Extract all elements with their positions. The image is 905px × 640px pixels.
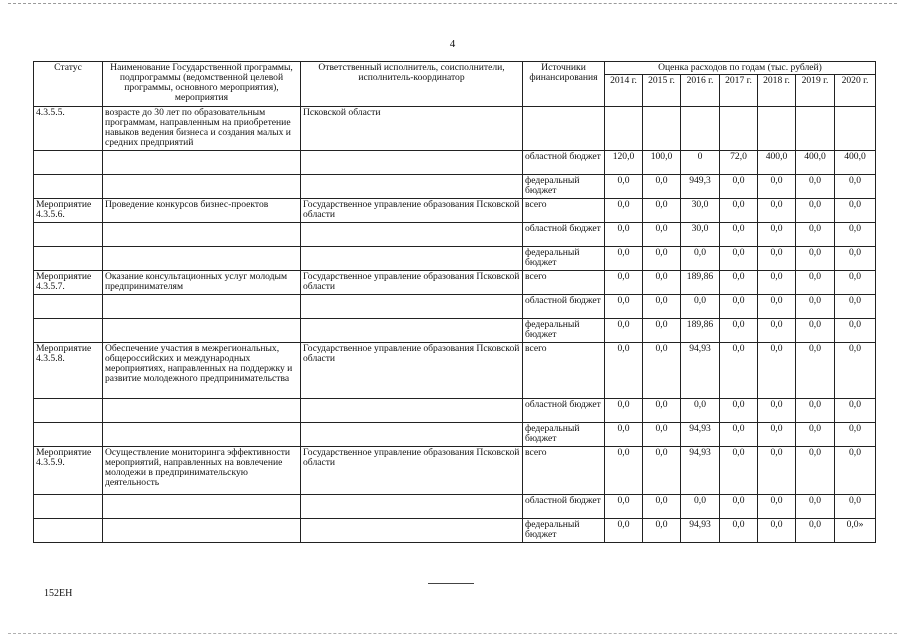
value-cell: 0,0 — [835, 199, 876, 223]
source-cell: областной бюджет — [523, 295, 605, 319]
value-cell: 0,0 — [796, 343, 835, 399]
value-cell: 100,0 — [643, 151, 681, 175]
value-cell: 0,0 — [720, 343, 758, 399]
status-cell: Мероприятие 4.3.5.7. — [34, 271, 103, 295]
source-cell: всего — [523, 447, 605, 495]
value-cell: 0,0 — [643, 399, 681, 423]
value-cell: 400,0 — [835, 151, 876, 175]
value-cell: 0,0 — [605, 495, 643, 519]
value-cell: 0,0 — [720, 199, 758, 223]
table-row — [34, 399, 876, 423]
value-cell: 0,0 — [835, 319, 876, 343]
value-cell — [720, 107, 758, 151]
responsible-cell — [301, 247, 523, 271]
name-cell — [103, 423, 301, 447]
value-cell: 0,0 — [720, 399, 758, 423]
header-status: Статус — [34, 62, 103, 107]
status-cell: Мероприятие 4.3.5.6. — [34, 199, 103, 223]
value-cell: 0,0 — [796, 399, 835, 423]
table-row — [34, 199, 876, 223]
page-number: 4 — [449, 38, 456, 50]
table-row — [34, 247, 876, 271]
value-cell: 0,0 — [835, 447, 876, 495]
value-cell: 0,0 — [758, 447, 796, 495]
responsible-cell — [301, 295, 523, 319]
status-cell — [34, 423, 103, 447]
value-cell: 0,0 — [796, 247, 835, 271]
value-cell: 0,0 — [643, 295, 681, 319]
responsible-cell — [301, 519, 523, 543]
value-cell: 0,0 — [720, 447, 758, 495]
page-bottom-border — [8, 633, 897, 634]
value-cell: 0,0 — [605, 519, 643, 543]
responsible-cell: Государственное управление образования Псковской области — [301, 271, 523, 295]
value-cell: 0,0 — [758, 519, 796, 543]
value-cell: 0,0 — [720, 319, 758, 343]
table-row — [34, 495, 876, 519]
source-cell: федеральный бюджет — [523, 247, 605, 271]
name-cell — [103, 495, 301, 519]
header-year: 2018 г. — [758, 75, 796, 107]
table-row — [34, 271, 876, 295]
table-row — [34, 319, 876, 343]
status-cell — [34, 519, 103, 543]
value-cell: 0,0 — [758, 175, 796, 199]
value-cell: 0,0 — [605, 223, 643, 247]
value-cell: 0,0 — [605, 175, 643, 199]
source-cell: всего — [523, 271, 605, 295]
source-cell: областной бюджет — [523, 495, 605, 519]
value-cell: 0,0 — [835, 271, 876, 295]
value-cell: 0,0 — [796, 447, 835, 495]
value-cell: 189,86 — [681, 271, 720, 295]
value-cell: 94,93 — [681, 519, 720, 543]
value-cell: 0,0 — [796, 295, 835, 319]
name-cell — [103, 151, 301, 175]
value-cell: 0,0 — [758, 423, 796, 447]
value-cell: 189,86 — [681, 319, 720, 343]
value-cell: 0,0 — [720, 247, 758, 271]
table-row — [34, 223, 876, 247]
responsible-cell — [301, 423, 523, 447]
value-cell: 0,0 — [605, 295, 643, 319]
value-cell: 0,0 — [643, 247, 681, 271]
value-cell: 94,93 — [681, 343, 720, 399]
value-cell: 0,0 — [720, 495, 758, 519]
value-cell: 0,0 — [681, 399, 720, 423]
responsible-cell — [301, 223, 523, 247]
header-year: 2020 г. — [835, 75, 876, 107]
value-cell: 0,0 — [796, 223, 835, 247]
source-cell — [523, 107, 605, 151]
value-cell: 72,0 — [720, 151, 758, 175]
value-cell: 0,0 — [720, 223, 758, 247]
value-cell: 400,0 — [758, 151, 796, 175]
value-cell: 120,0 — [605, 151, 643, 175]
header-year: 2014 г. — [605, 75, 643, 107]
table-row — [34, 343, 876, 399]
value-cell: 0,0 — [605, 247, 643, 271]
value-cell: 94,93 — [681, 423, 720, 447]
name-cell: Обеспечение участия в межрегиональных, общероссийских и международных мероприятиях, направленных на поддержку и развитие молодежного предпринимательства — [103, 343, 301, 399]
responsible-cell: Псковской области — [301, 107, 523, 151]
value-cell: 0,0 — [758, 199, 796, 223]
value-cell: 0,0 — [835, 295, 876, 319]
header-responsible: Ответственный исполнитель, соисполнители, исполнитель-координатор — [301, 62, 523, 107]
value-cell — [643, 107, 681, 151]
value-cell: 0,0 — [720, 271, 758, 295]
value-cell: 0,0 — [720, 295, 758, 319]
source-cell: федеральный бюджет — [523, 423, 605, 447]
value-cell: 0,0 — [605, 343, 643, 399]
status-cell: Мероприятие 4.3.5.8. — [34, 343, 103, 399]
status-cell — [34, 223, 103, 247]
value-cell: 0,0 — [758, 247, 796, 271]
header-sources: Источники финансирования — [523, 62, 605, 107]
footer-divider — [428, 583, 474, 584]
source-cell: всего — [523, 343, 605, 399]
value-cell: 0,0 — [758, 295, 796, 319]
responsible-cell — [301, 319, 523, 343]
value-cell: 0,0 — [835, 399, 876, 423]
value-cell: 0,0 — [643, 271, 681, 295]
value-cell: 0,0 — [835, 247, 876, 271]
value-cell: 0,0 — [643, 223, 681, 247]
table-row — [34, 107, 876, 151]
name-cell — [103, 519, 301, 543]
value-cell: 0,0 — [681, 247, 720, 271]
value-cell: 0,0 — [681, 495, 720, 519]
value-cell: 0,0 — [835, 495, 876, 519]
value-cell: 949,3 — [681, 175, 720, 199]
value-cell: 0,0 — [605, 319, 643, 343]
header-year: 2015 г. — [643, 75, 681, 107]
header-year: 2017 г. — [720, 75, 758, 107]
value-cell: 0,0 — [758, 343, 796, 399]
value-cell: 0,0 — [835, 343, 876, 399]
header-year: 2016 г. — [681, 75, 720, 107]
name-cell: Проведение конкурсов бизнес-проектов — [103, 199, 301, 223]
responsible-cell: Государственное управление образования Псковской области — [301, 447, 523, 495]
name-cell: возрасте до 30 лет по образовательным программам, направленным на приобретение навыков ведения бизнеса и создания малых и средних предприятий — [103, 107, 301, 151]
responsible-cell: Государственное управление образования Псковской области — [301, 343, 523, 399]
status-cell: Мероприятие 4.3.5.9. — [34, 447, 103, 495]
status-cell — [34, 399, 103, 423]
value-cell: 0,0 — [796, 175, 835, 199]
source-cell: федеральный бюджет — [523, 319, 605, 343]
value-cell: 0,0 — [758, 319, 796, 343]
value-cell: 94,93 — [681, 447, 720, 495]
status-cell — [34, 175, 103, 199]
responsible-cell — [301, 495, 523, 519]
source-cell: областной бюджет — [523, 223, 605, 247]
page-top-border — [8, 3, 897, 4]
value-cell: 0,0 — [605, 399, 643, 423]
responsible-cell — [301, 175, 523, 199]
source-cell: федеральный бюджет — [523, 175, 605, 199]
value-cell: 0,0 — [796, 199, 835, 223]
header-name: Наименование Государственной программы, подпрограммы (ведомственной целевой программы, основного мероприятия), мероприятия — [103, 62, 301, 107]
name-cell — [103, 223, 301, 247]
source-cell: всего — [523, 199, 605, 223]
table-row — [34, 423, 876, 447]
value-cell: 0,0 — [835, 175, 876, 199]
value-cell: 0,0 — [643, 199, 681, 223]
name-cell — [103, 295, 301, 319]
value-cell: 30,0 — [681, 223, 720, 247]
value-cell: 0,0 — [720, 519, 758, 543]
table-row — [34, 519, 876, 543]
value-cell: 0,0 — [681, 295, 720, 319]
value-cell — [796, 107, 835, 151]
value-cell: 0,0 — [758, 399, 796, 423]
value-cell: 0,0 — [758, 223, 796, 247]
responsible-cell — [301, 151, 523, 175]
value-cell: 0,0 — [605, 423, 643, 447]
value-cell: 0,0» — [835, 519, 876, 543]
value-cell: 0,0 — [758, 495, 796, 519]
name-cell — [103, 399, 301, 423]
value-cell: 0,0 — [605, 447, 643, 495]
status-cell — [34, 319, 103, 343]
value-cell: 0,0 — [643, 519, 681, 543]
value-cell: 0,0 — [796, 495, 835, 519]
value-cell: 30,0 — [681, 199, 720, 223]
value-cell: 0,0 — [835, 423, 876, 447]
table-row — [34, 447, 876, 495]
value-cell — [605, 107, 643, 151]
source-cell: федеральный бюджет — [523, 519, 605, 543]
name-cell: Оказание консультационных услуг молодым предпринимателям — [103, 271, 301, 295]
value-cell — [758, 107, 796, 151]
value-cell: 0,0 — [796, 423, 835, 447]
value-cell — [835, 107, 876, 151]
value-cell: 0,0 — [643, 343, 681, 399]
table-row — [34, 151, 876, 175]
table-row — [34, 295, 876, 319]
table-body — [34, 107, 876, 543]
value-cell: 400,0 — [796, 151, 835, 175]
value-cell: 0 — [681, 151, 720, 175]
value-cell: 0,0 — [643, 495, 681, 519]
expense-table — [33, 61, 876, 543]
name-cell: Осуществление мониторинга эффективности мероприятий, направленных на вовлечение молодежи в предпринимательскую деятельность — [103, 447, 301, 495]
value-cell: 0,0 — [643, 447, 681, 495]
value-cell — [681, 107, 720, 151]
status-cell — [34, 295, 103, 319]
responsible-cell: Государственное управление образования Псковской области — [301, 199, 523, 223]
value-cell: 0,0 — [643, 423, 681, 447]
header-estimate: Оценка расходов по годам (тыс. рублей) — [605, 62, 876, 75]
name-cell — [103, 175, 301, 199]
source-cell: областной бюджет — [523, 399, 605, 423]
status-cell — [34, 151, 103, 175]
value-cell: 0,0 — [796, 271, 835, 295]
value-cell: 0,0 — [605, 271, 643, 295]
source-cell: областной бюджет — [523, 151, 605, 175]
status-cell — [34, 495, 103, 519]
value-cell: 0,0 — [796, 519, 835, 543]
value-cell: 0,0 — [643, 319, 681, 343]
table-row — [34, 175, 876, 199]
value-cell: 0,0 — [758, 271, 796, 295]
value-cell: 0,0 — [643, 175, 681, 199]
name-cell — [103, 319, 301, 343]
responsible-cell — [301, 399, 523, 423]
name-cell — [103, 247, 301, 271]
value-cell: 0,0 — [796, 319, 835, 343]
value-cell: 0,0 — [835, 223, 876, 247]
value-cell: 0,0 — [605, 199, 643, 223]
header-year: 2019 г. — [796, 75, 835, 107]
status-cell: 4.3.5.5. — [34, 107, 103, 151]
value-cell: 0,0 — [720, 423, 758, 447]
footer-code: 152ЕН — [44, 588, 73, 599]
status-cell — [34, 247, 103, 271]
value-cell: 0,0 — [720, 175, 758, 199]
